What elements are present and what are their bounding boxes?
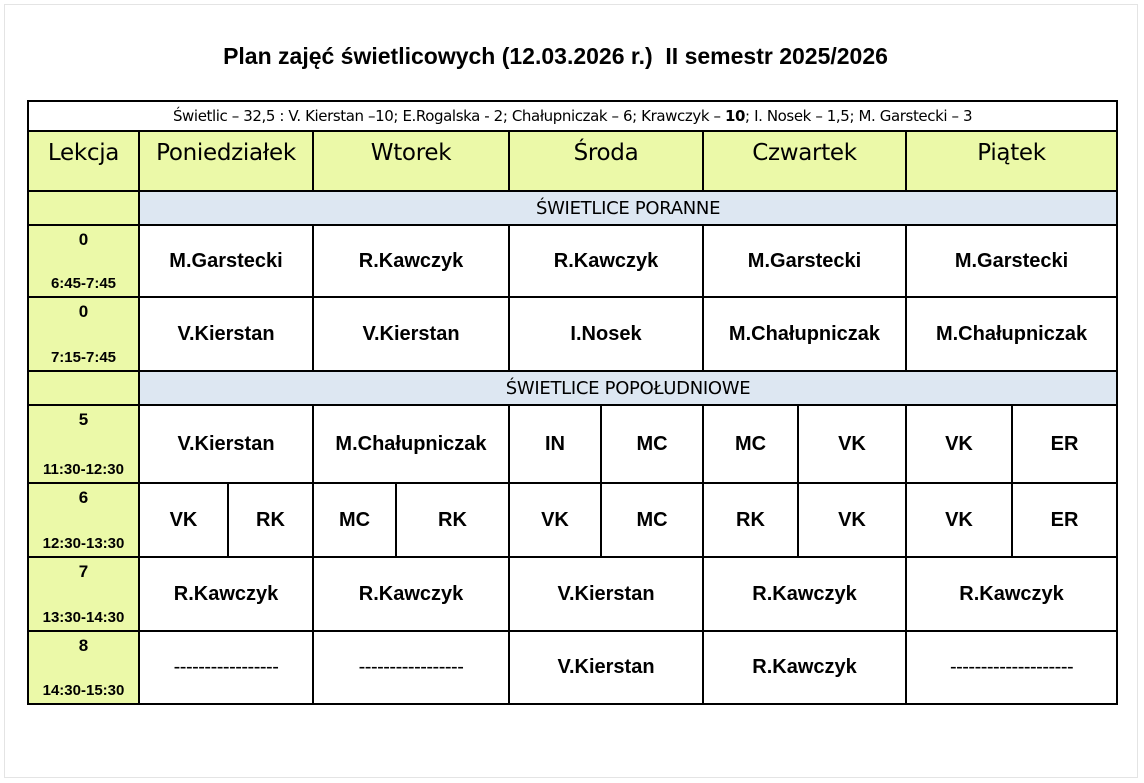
schedule-cell: V.Kierstan	[139, 405, 313, 483]
header-day-monday: Poniedziałek	[139, 131, 313, 191]
schedule-table	[27, 100, 1118, 705]
empty-slot: --------------------	[906, 631, 1117, 704]
schedule-cell: VK	[906, 483, 1012, 557]
empty-slot: -----------------	[139, 631, 313, 704]
lesson-cell: 7 13:30-14:30	[28, 557, 139, 631]
schedule-cell: M.Garstecki	[139, 225, 313, 297]
schedule-cell: V.Kierstan	[139, 297, 313, 371]
lesson-cell: 0 7:15-7:45	[28, 297, 139, 371]
schedule-cell: IN	[509, 405, 601, 483]
schedule-cell: R.Kawczyk	[906, 557, 1117, 631]
schedule-cell: RK	[228, 483, 313, 557]
table-row	[28, 297, 1117, 371]
schedule-cell: MC	[313, 483, 396, 557]
schedule-cell: R.Kawczyk	[313, 225, 509, 297]
section-row-morning	[28, 191, 1117, 225]
empty-slot: -----------------	[313, 631, 509, 704]
section-row-afternoon	[28, 371, 1117, 405]
schedule-cell: VK	[906, 405, 1012, 483]
schedule-cell: RK	[703, 483, 798, 557]
header-day-thursday: Czwartek	[703, 131, 906, 191]
lesson-cell: 5 11:30-12:30	[28, 405, 139, 483]
schedule-cell: I.Nosek	[509, 297, 703, 371]
header-lekcja: Lekcja	[28, 131, 139, 191]
section-afternoon: ŚWIETLICE POPOŁUDNIOWE	[139, 371, 1117, 405]
schedule-cell: R.Kawczyk	[313, 557, 509, 631]
hours-summary: Świetlic – 32,5 : V. Kierstan –10; E.Rogalska - 2; Chałupniczak – 6; Krawczyk – 10; I. Nosek – 1,5; M. Garstecki – 3	[28, 101, 1117, 131]
header-row	[28, 131, 1117, 191]
schedule-cell: M.Chałupniczak	[703, 297, 906, 371]
schedule-cell: VK	[139, 483, 228, 557]
schedule-cell: MC	[601, 483, 703, 557]
schedule-cell: R.Kawczyk	[703, 631, 906, 704]
schedule-cell: ER	[1012, 405, 1117, 483]
schedule-cell: ER	[1012, 483, 1117, 557]
table-row	[28, 483, 1117, 557]
section-morning: ŚWIETLICE PORANNE	[139, 191, 1117, 225]
schedule-cell: V.Kierstan	[509, 631, 703, 704]
header-day-wednesday: Środa	[509, 131, 703, 191]
table-row	[28, 225, 1117, 297]
schedule-cell: M.Garstecki	[703, 225, 906, 297]
header-day-tuesday: Wtorek	[313, 131, 509, 191]
table-row	[28, 405, 1117, 483]
schedule-cell: V.Kierstan	[509, 557, 703, 631]
table-row	[28, 631, 1117, 704]
schedule-cell: VK	[798, 405, 906, 483]
schedule-cell: VK	[798, 483, 906, 557]
schedule-cell: M.Chałupniczak	[906, 297, 1117, 371]
header-day-friday: Piątek	[906, 131, 1117, 191]
schedule-cell: M.Chałupniczak	[313, 405, 509, 483]
schedule-cell: MC	[601, 405, 703, 483]
page-title: Plan zajęć świetlicowych (12.03.2026 r.) II semestr 2025/2026	[223, 43, 888, 69]
schedule-cell: M.Garstecki	[906, 225, 1117, 297]
lesson-cell: 6 12:30-13:30	[28, 483, 139, 557]
schedule-cell: MC	[703, 405, 798, 483]
schedule-cell: VK	[509, 483, 601, 557]
schedule-cell: R.Kawczyk	[509, 225, 703, 297]
lesson-cell: 0 6:45-7:45	[28, 225, 139, 297]
schedule-cell: RK	[396, 483, 509, 557]
lesson-cell: 8 14:30-15:30	[28, 631, 139, 704]
schedule-cell: R.Kawczyk	[703, 557, 906, 631]
schedule-cell: V.Kierstan	[313, 297, 509, 371]
table-row	[28, 557, 1117, 631]
schedule-cell: R.Kawczyk	[139, 557, 313, 631]
